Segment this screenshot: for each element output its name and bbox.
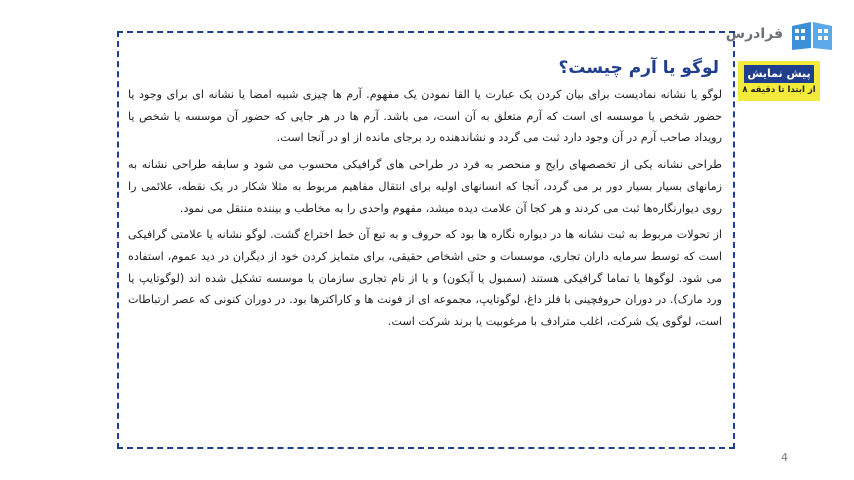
preview-badge (738, 61, 820, 101)
paragraph-2: طراحی نشانه یکی از تخصصهای رایج و منحصر به فرد در طراحی های گرافیکی محسوب می شود و سابقه طراحی نشانه به زمانهای بسیار بسیار دور بر می گردد، آنجا که انسانهای اولیه برای انتقال مفاهیم مربوط به مثلا شکار در یک نقطه، علائمی را روی دیوارنگاره‌ها ثبت می کردند و هر کجا آن علامت دیده میشد، مفهوم واحدی را به مخاطب و بیننده منتقل می نمود. (128, 158, 722, 215)
brand-name: فرادرس (725, 26, 783, 42)
slide-title: لوگو یا آرم چیست؟ (558, 58, 719, 78)
slide-body (128, 84, 722, 338)
open-book-icon (789, 18, 835, 52)
paragraph-3: از تحولات مربوط به ثبت نشانه ها در دیواره نگاره ها بود که حروف و به تبع آن خط اختراع گشت. لوگو نشانه یا علامتی گرافیکی است که توسط سرمایه داران تجاری، موسسات و حتی اشخاص حقیقی، برای متمایز کردن خود از دیگران در دید عموم، استفاده می شود. لوگوها یا تماما گرافیکی هستند (سمبول یا آیکون) و یا از نام تجاری سازمان یا موسسه تشکیل شده اند (لوگوتایپ یا ورد مارک). در دوران حروفچینی با فلز داغ، لوگوتایپ، مجموعه ای از فونت ها و کاراکترها بود. در دوران کنونی که عصر ارتباطات است، لوگوی یک شرکت، اغلب مترادف با مرغوبیت یا برند شرکت است. (128, 228, 722, 329)
brand-logo (713, 18, 835, 52)
paragraph-1: لوگو یا نشانه نمادیست برای بیان کردن یک عبارت یا القا نمودن یک مفهوم. آرم ها چیزی شبیه امضا یا نشانه ای برای وجود یا حضور شخص یا موسسه ای است که آرم متعلق به آن است، می باشد. آرم ها در هر جایی که حضور آن موسسه یا شخص یا رویداد صاحب آرم در آن وجود دارد ثبت می گردد و نشاندهنده رد برجای مانده از او در آنجا است. (128, 88, 722, 145)
preview-badge-title: پیش نمایش (744, 65, 814, 83)
preview-badge-subtitle: از ابتدا تا دقیقه ۸ (742, 85, 816, 95)
page-number: 4 (781, 451, 788, 464)
